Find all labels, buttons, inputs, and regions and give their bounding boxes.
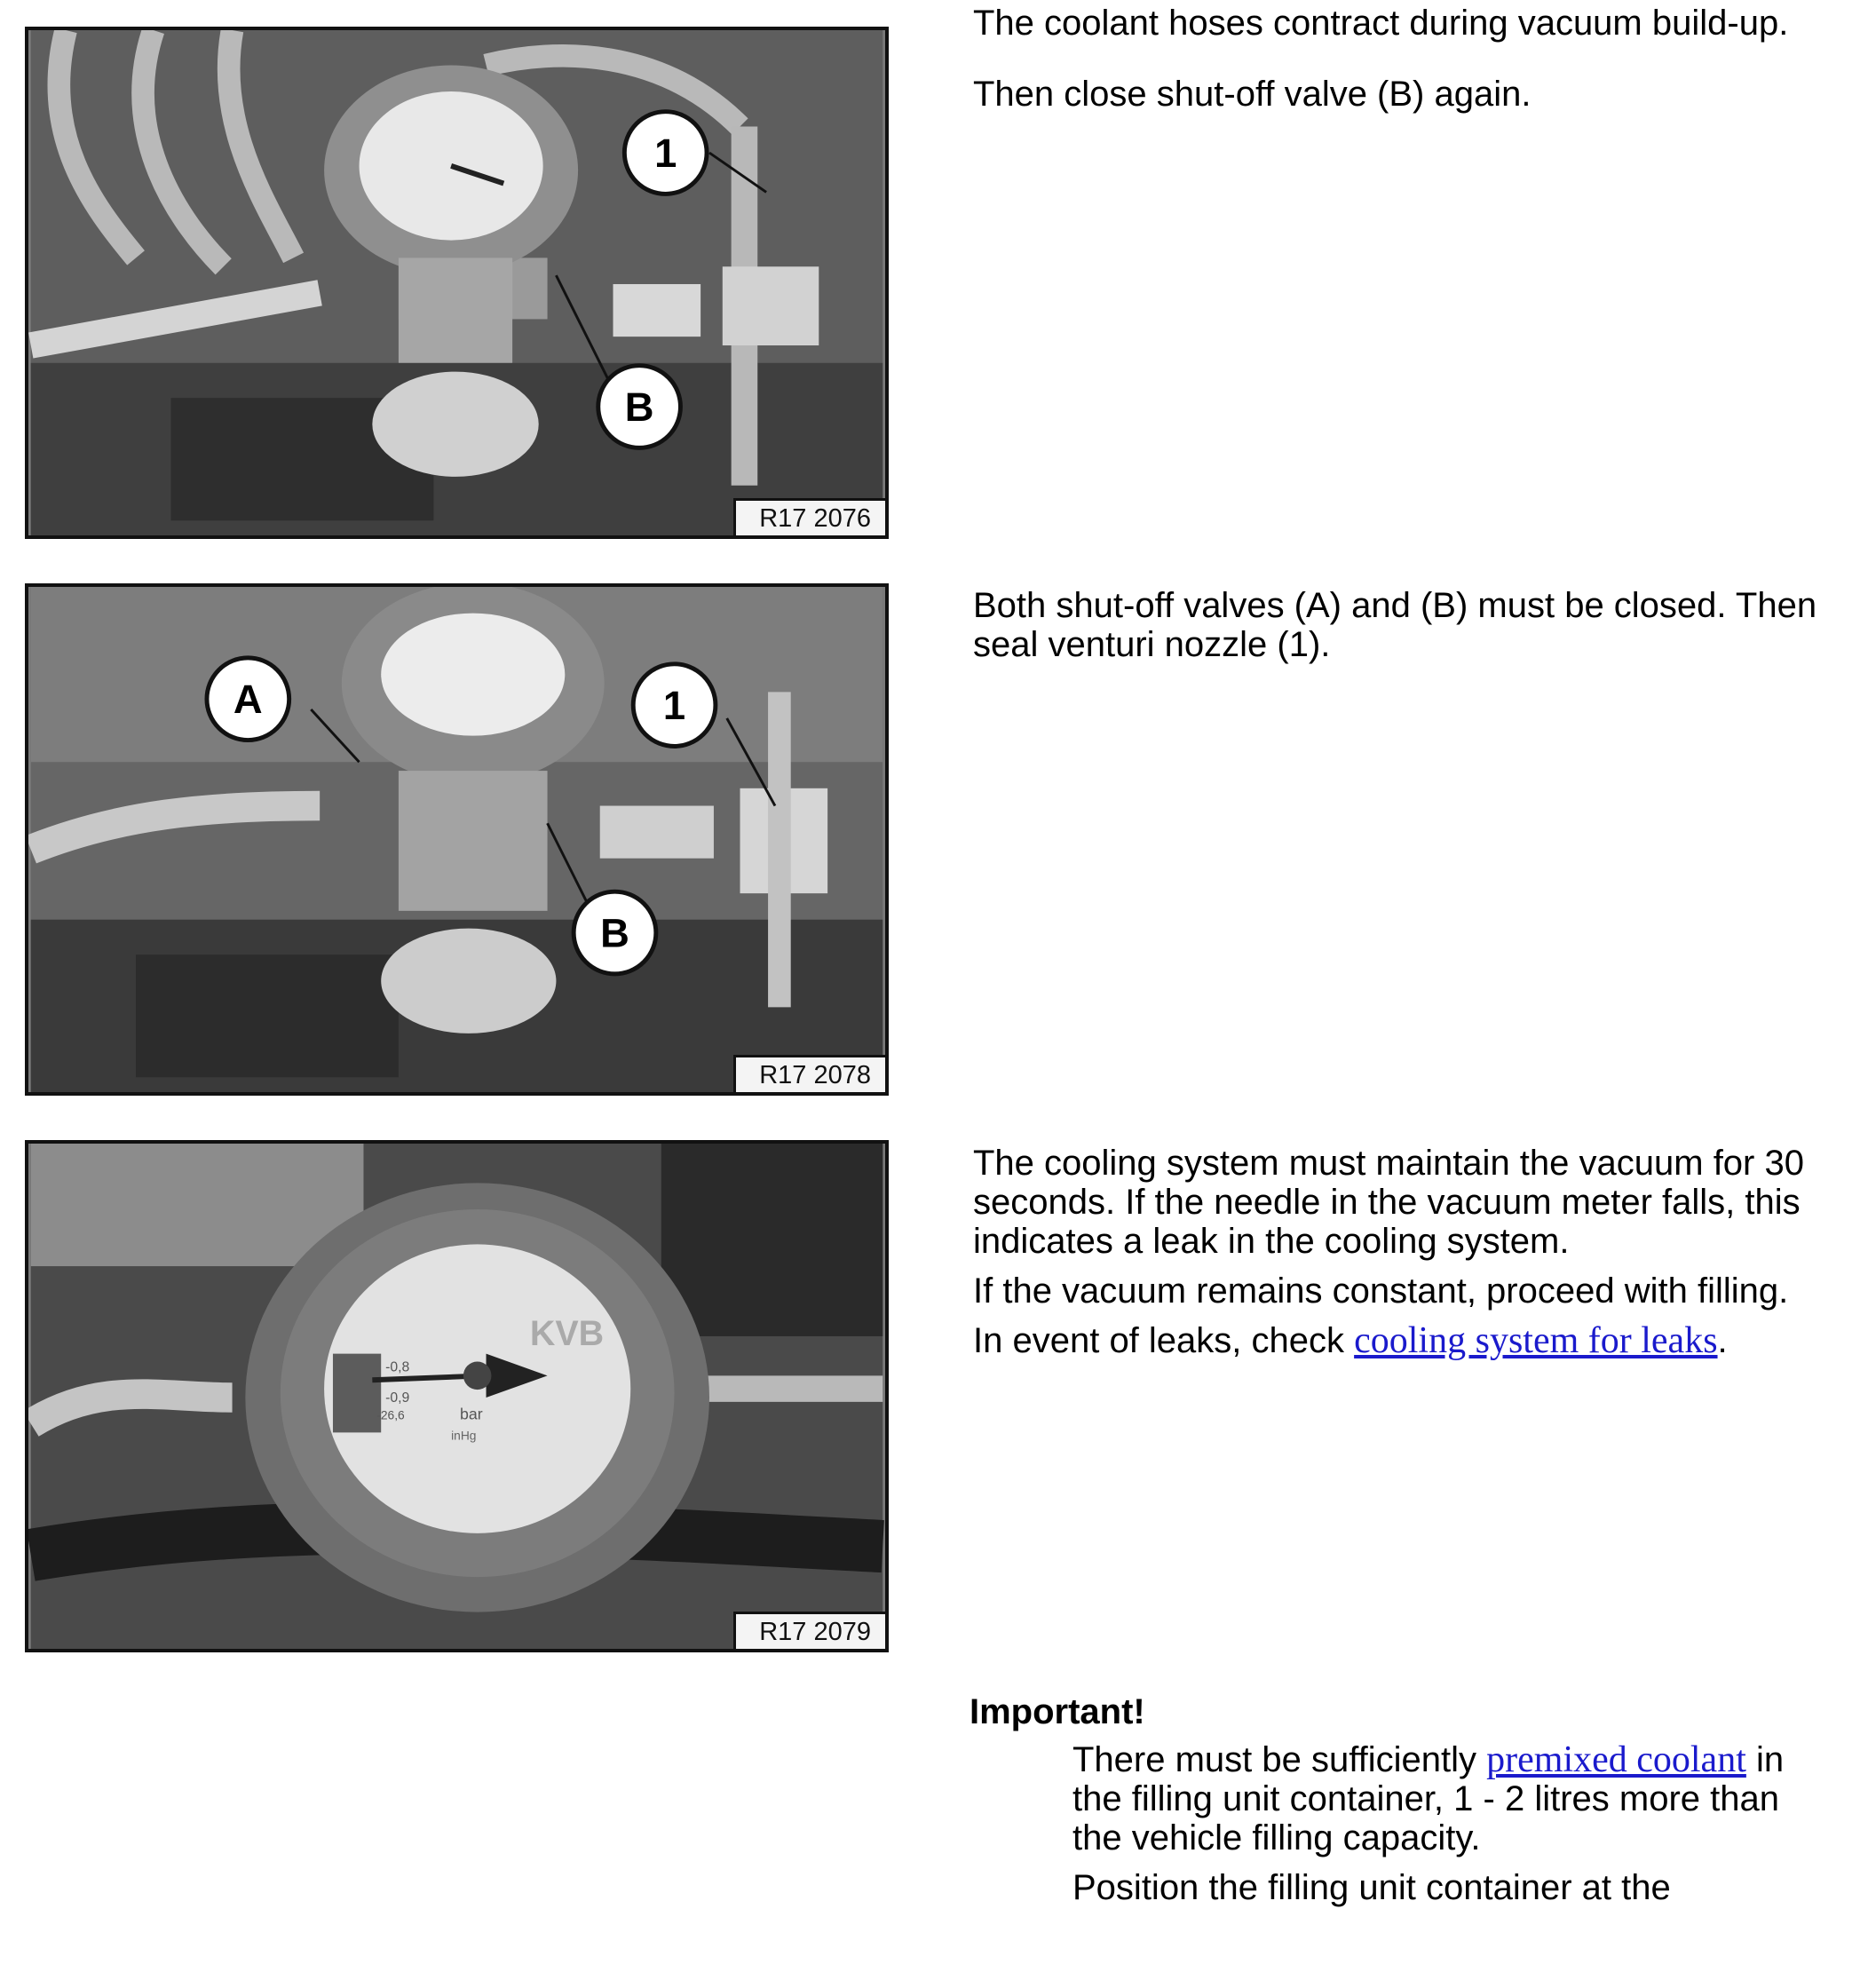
step-1-text (973, 4, 1825, 146)
important-body (1072, 1740, 1836, 1918)
paragraph-text: There must be sufficiently (1072, 1740, 1487, 1779)
paragraph (1072, 1740, 1836, 1857)
gauge-mark: -0,9 (385, 1390, 410, 1406)
important-heading: Important! (970, 1692, 1145, 1731)
figure-r17-2076 (25, 27, 889, 539)
figure-1-photo (28, 30, 885, 535)
callout-1-label: 1 (654, 130, 677, 176)
gauge-unit-bar: bar (459, 1405, 483, 1423)
premixed-coolant-link[interactable]: premixed coolant (1486, 1739, 1746, 1780)
paragraph: If the vacuum remains constant, proceed with filling. (973, 1271, 1789, 1311)
figure-3-photo (28, 1144, 885, 1649)
paragraph: The cooling system must maintain the vacuum for 30 seconds. If the needle in the vacuum meter falls, this indicates a leak in the cooling system. (973, 1144, 1804, 1261)
paragraph-text: . (1717, 1321, 1728, 1360)
paragraph: Position the filling unit container at the (1072, 1868, 1671, 1907)
callout-1-label: 1 (662, 682, 686, 728)
paragraph: The coolant hoses contract during vacuum build-up. (973, 4, 1789, 43)
paragraph-text: In event of leaks, check (973, 1321, 1355, 1360)
figure-code: R17 2078 (733, 1055, 885, 1092)
callout-b-label: B (624, 384, 654, 430)
figure-2-photo (28, 587, 885, 1092)
gauge-brand: KVB (529, 1313, 605, 1353)
callout-b-label: B (600, 910, 629, 956)
gauge-mark: -26,6 (376, 1408, 405, 1422)
figure-r17-2078 (25, 583, 889, 1096)
paragraph: Then close shut-off valve (B) again. (973, 75, 1532, 114)
callout-a-label: A (233, 677, 263, 723)
paragraph (973, 1321, 1825, 1360)
step-3-text (973, 1144, 1825, 1371)
figure-r17-2079 (25, 1140, 889, 1652)
gauge-mark: -0,8 (385, 1359, 410, 1375)
step-2-text (973, 586, 1825, 696)
paragraph-text: in the filling unit container, 1 - 2 litres more than the vehicle filling capacity. (1072, 1740, 1785, 1857)
gauge-unit-inhg: inHg (451, 1429, 477, 1443)
figure-code: R17 2079 (733, 1612, 885, 1649)
paragraph: Both shut-off valves (A) and (B) must be closed. Then seal venturi nozzle (1). (973, 586, 1817, 664)
figure-code: R17 2076 (733, 498, 885, 535)
cooling-system-leaks-link[interactable]: cooling system for leaks (1354, 1320, 1718, 1361)
